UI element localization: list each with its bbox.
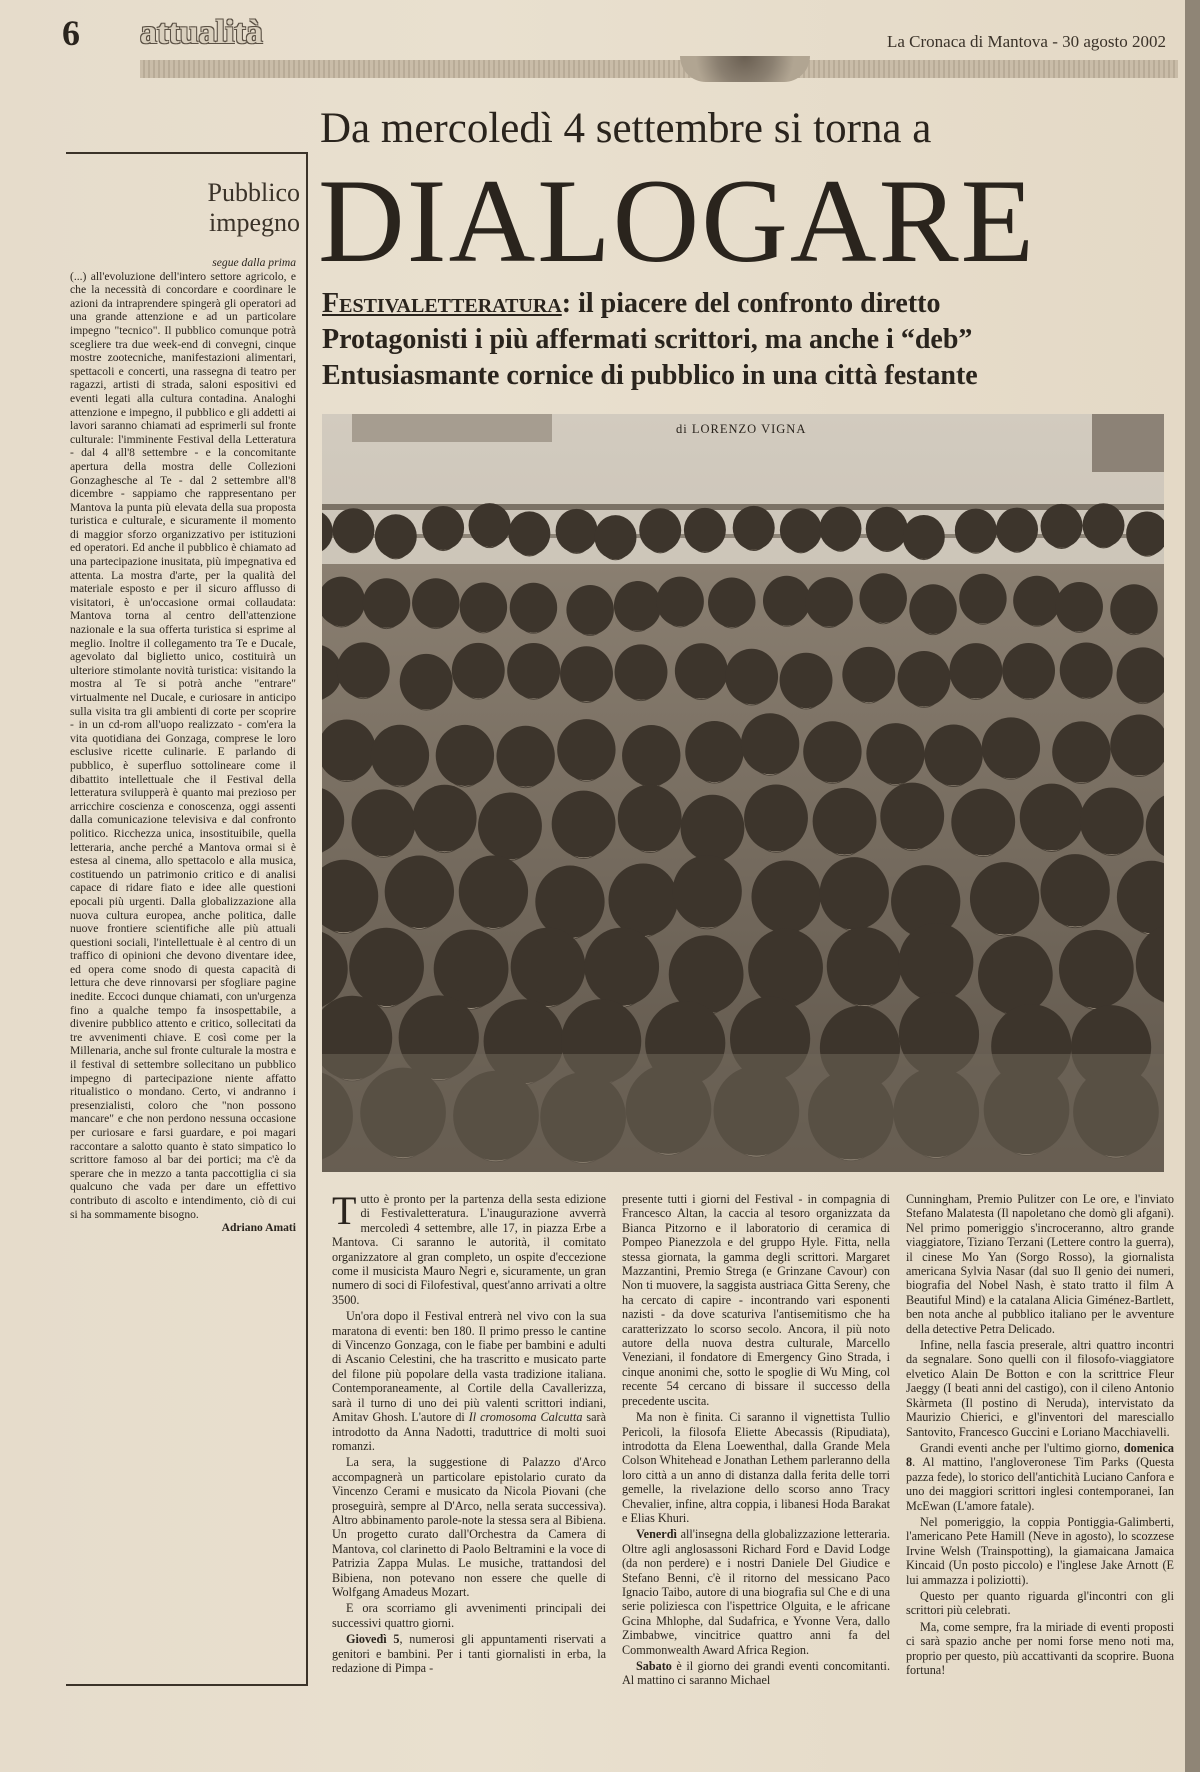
hair-shape	[949, 643, 1002, 698]
hair-shape	[436, 725, 494, 786]
paragraph-text: all'insegna della globalizzazione letteraria. Oltre agli anglosassoni Richard Ford e David Lodge (da non perdere) e i nostri Daniele Del Giudice e Stefano Benni, c'è il ritorno del messicano Paco Ignacio Taibo, autore di una biografia sul Che e di una serie poliziesca con l'ispettrice Olguita, e le africane Gcina Mhlophe, dal Sudafrica, e Yvonne Vera, dallo Zimbabwe, vincitrice quattro anni fa del Commonwealth Award Africa Region.	[622, 1527, 890, 1657]
article-column-3	[906, 1192, 1174, 1679]
article-paragraph: Ma, come sempre, fra la miriade di eventi proposti ci sarà spazio anche per nomi forse meno noti ma, proprio per questo, più accattivanti da scoprire. Buona fortuna!	[906, 1619, 1174, 1677]
hair-shape	[675, 643, 728, 698]
sidebar-signature: Adriano Amati	[221, 1221, 296, 1235]
article-paragraph	[622, 1527, 890, 1657]
article-paragraph: presente tutti i giorni del Festival - in compagnia di Francesco Altan, la caccia al tesoro organizzata da Bianca Pitzorno e il laboratorio di ceramica di Pompeo Pianezzola e del gruppo Hyle. Fitta, nella stessa giornata, la gamma degli scrittori. Margaret Mazzantini, Premio Strega (e Grinzane Cavour) con Non ti muovere, la saggista austriaca Gitta Sereny, che ha cercato di capire - incontrando vari esponenti nazisti - da dove scaturiva l'antisemitismo che ha caratterizzato lo scorso secolo. Ancora, il più noto autore della nuova destra culturale, Marcello Veneziani, il fondatore di Emergency Gino Strada, i cinque anonimi che, sotto le spoglie di Wu Ming, col recente 54 cercano di bissare il successo della precedente uscita.	[622, 1192, 890, 1408]
hair-shape	[842, 647, 895, 702]
sidebar-title	[100, 178, 300, 238]
crowd-photo	[322, 414, 1164, 1172]
hair-shape	[1080, 788, 1144, 855]
hair-shape	[459, 855, 528, 928]
hair-shape	[375, 514, 417, 558]
hair-shape	[813, 788, 877, 855]
hair-shape	[422, 506, 464, 550]
hair-shape	[1110, 584, 1157, 634]
hair-shape	[618, 785, 682, 852]
hair-shape	[363, 578, 410, 628]
subhead-1	[322, 286, 978, 322]
hair-shape	[903, 515, 945, 559]
hair-shape	[899, 923, 974, 1001]
hair-shape	[557, 719, 615, 780]
article-paragraph	[332, 1309, 606, 1453]
hair-shape	[510, 583, 557, 633]
day-label: Sabato	[636, 1659, 672, 1673]
hair-shape	[615, 644, 668, 699]
article-paragraph	[906, 1441, 1174, 1513]
hair-shape	[748, 928, 823, 1006]
paragraph-text: sarà introdotto da Anna Nadotti, traduttrice di molti suoi romanzi.	[332, 1410, 607, 1453]
hair-shape	[744, 784, 808, 851]
hair-shape	[349, 928, 424, 1006]
hair-shape	[452, 643, 505, 698]
hair-shape	[614, 581, 661, 631]
hair-shape	[552, 791, 616, 858]
hair-shape	[803, 721, 861, 782]
paragraph-text: è il giorno dei grandi eventi concomitanti. Al mattino ci saranno Michael	[622, 1659, 890, 1688]
hair-shape	[733, 506, 775, 550]
hair-shape	[469, 503, 511, 547]
article-paragraph: Ma non è finita. Ci saranno il vignettista Tullio Pericoli, la filosofa Eliette Abecassis (Ripudiata), introdotta da Elena Loewenthal, dalla Grande Mela Colson Whitehead e Jonathan Lethem parleranno della loro città a un anno di distanza dalla ferita delle torri gemelle, la rivelazione dello scorso anno Tracy Chevalier, infine, altra coppia, i libanesi Hoda Barakat e Elias Khuri.	[622, 1410, 890, 1525]
subhead-1-rest: : il piacere del confronto diretto	[561, 288, 941, 319]
hair-shape	[951, 789, 1015, 856]
article-column-2	[622, 1192, 890, 1690]
hair-shape	[982, 717, 1040, 778]
hair-shape	[560, 646, 613, 701]
hair-shape	[352, 789, 416, 856]
hair-shape	[1041, 504, 1083, 548]
hair-shape	[412, 578, 459, 628]
section-name: attualità	[140, 14, 263, 51]
paragraph-text: utto è pronto per la partenza della sesta edizione di Festivaletteratura. L'inaugurazione avverrà mercoledì 4 settembre, alle 17, in piazza Erbe a Mantova. Ci saranno le autorità, il comitato organizzatore al gran completo, un ospite d'eccezione come il musicista Mauro Negri e, sicuramente, un gran numero di soci di Filofestival, quest'anno arrivati a oltre 3500.	[332, 1192, 606, 1307]
hair-shape	[413, 785, 477, 852]
hair-shape	[332, 508, 374, 552]
paragraph-text: , numerosi gli appuntamenti riservati a genitori e bambini. Per i tanti giornalisti in erba, la redazione di Pimpa -	[332, 1632, 606, 1675]
hair-shape	[1002, 643, 1055, 698]
sidebar-paragraph: Inoltre il collegamento tra Te e Ducale, agevolato dal biglietto unico, costituirà un ulteriore stimolante novità turistica: visitando la mostra al Te si potrà anche "entrare" virtualmente nel Ducale, e curiosare in anticipo sulla visita tra gli ambienti di corte per scoprire - in un cd-rom all'uopo realizzato - com'era la vita quotidiana dei Gonzaga, comprese le loro esclusive ricette culinarie.	[70, 636, 296, 759]
sidebar-paragraph: E parlando di pubblico, è superfluo sottolineare come il dibattito intellettuale che il Festival della letteratura svilupperà è quanto mai prezioso per arricchire coscienza e conoscenza, oggi assenti dalla comunicazione televisiva e dal confronto politico. Ricchezza unica, insostituibile, quella letteraria, anche perché a Mantova ormai si è estesa al cinema, allo spettacolo e alla musica, costituendo un patrimonio critico e di analisi capace di ridare fiato e idee alle questioni epocali più urgenti. Dalla globalizzazione alla nuova cultura europea, anche politica, dalle nuove frontiere scientifiche alle più attuali questioni sociali, l'intellettuale è al centro di un traffico di opinioni che devono diventare idee, ed opera come snodo di questa capacità di lettura che deve rinnovarsi per sfogliare pagine inedite.	[70, 745, 296, 1004]
page-number: 6	[62, 13, 80, 53]
sidebar-paragraph: (...) all'evoluzione dell'intero settore agricolo, e che la necessità di concordare e coordinare le azioni da intraprendere spingerà gli operatori ad una grande attenzione e ad un particolare impegno "tecnico". Il pubblico comunque potrà scegliere tra due week-end di convegni, cinque mostre zootecniche, manifestazioni alimentari, spettacoli e concerti, una rassegna di teatro per ragazzi, artisti di strada, saloni espositivi ed eventi legati alla cultura contadina.	[70, 269, 296, 405]
paragraph-text: . Al mattino, l'angloveronese Tim Parks (Questa pazza fede), lo storico dell'antichità Luciano Canfora e uno dei maggiori scrittori inglesi contemporanei, Ian McEwan (L'amore fatale).	[906, 1455, 1174, 1513]
masthead-date: La Cronaca di Mantova - 30 agosto 2002	[886, 32, 1166, 51]
hair-shape	[1052, 721, 1110, 782]
paragraph-text: Grandi eventi anche per l'ultimo giorno,	[920, 1440, 1124, 1455]
sidebar-title-line1: Pubblico	[207, 178, 300, 207]
drop-cap: T	[332, 1188, 357, 1233]
header-rule	[140, 60, 1178, 78]
hair-shape	[584, 928, 659, 1006]
book-title: Il cromosoma Calcutta	[468, 1410, 583, 1425]
hair-shape	[566, 585, 613, 635]
article-paragraph	[332, 1188, 606, 1307]
paragraph-text: Un'ora dopo il Festival entrerà nel vivo con la sua maratona di eventi: ben 180. Il primo presso le cantine di Vincenzo Gonzaga, con le fiabe per bambini e adulti di Ascanio Celestini, che ha trascritto e musicato parte del filone più popolare della vasta tradizione italiana. Contemporaneamente, al Cortile della Cavallerizza, sarà il turno di uno dei più valenti scrittori indiani, Amitav Ghosh. L'autore di	[332, 1309, 606, 1425]
sidebar-paragraph: Eccoci dunque chiamati, con un'urgenza fino a qualche tempo fa insospettabile, a divenire pubblico attento e critico, sollecitati da tre avvenimenti chiave. E così come per la Millenaria, anche sul fronte culturale la mostra e il festival di settembre sollecitano un pubblico impegno di partecipazione niente affatto ritualistico o mondano. Certo, vi andranno i presenzialisti, coloro che "non possono mancare" e che non perdono nessuna occasione per curiosare e farsi guardare, e poi magari raccontare a salotto quanto è stato simpatico lo scrittore famoso al bar dei portici; ma c'è da sperare che in mezzo a tanta paccottiglia ci sia qualcuno che vada per dare un effettivo contributo di ascolto e intendimento, ciò di cui si ha sommamente bisogno.	[70, 990, 296, 1221]
hair-shape	[1055, 582, 1102, 632]
crowd-photo-illustration	[322, 414, 1164, 1172]
article-paragraph	[332, 1632, 606, 1675]
hair-shape	[866, 723, 924, 784]
page-edge	[1185, 0, 1200, 1772]
hair-shape	[508, 511, 550, 555]
hair-shape	[507, 643, 560, 698]
day-label: domenica 8	[906, 1440, 1174, 1470]
hair-shape	[827, 927, 902, 1005]
article-paragraph	[622, 1659, 890, 1688]
hair-shape	[898, 651, 951, 706]
hair-shape	[805, 577, 852, 627]
hair-shape	[556, 509, 598, 553]
hair-shape	[959, 574, 1006, 624]
hair-shape	[751, 860, 820, 933]
hair-shape	[1020, 784, 1084, 851]
sidebar-body	[70, 256, 296, 1235]
hair-shape	[708, 578, 755, 628]
article-paragraph: Infine, nella fascia preserale, altri quattro incontri da segnalare. Sono quelli con il filosofo-viaggiatore elvetico Alain De Botton e con la scrittrice Fleur Jaeggy (I beati anni del castigo), con il cileno Antonio Skàrmeta (Il postino di Neruda), intervistato da Maurizio Chierici, e gl'inventori del maresciallo Santovito, Francesco Guccini e Loriano Macchiavelli.	[906, 1338, 1174, 1439]
hair-shape	[622, 725, 680, 786]
article-headline: DIALOGARE	[318, 154, 1036, 287]
hair-shape	[685, 721, 743, 782]
hair-shape	[684, 508, 726, 552]
hair-shape	[371, 725, 429, 786]
hair-shape	[880, 783, 944, 850]
hair-shape	[656, 577, 703, 627]
hair-shape	[996, 508, 1038, 552]
hair-shape	[511, 928, 586, 1006]
header-emblem	[680, 56, 810, 82]
hair-shape	[909, 584, 956, 634]
hair-shape	[780, 508, 822, 552]
subhead-2: Protagonisti i più affermati scrittori, ma anche i “deb”	[322, 324, 973, 355]
article-paragraph: E ora scorriamo gli avvenimenti principali dei successivi quattro giorni.	[332, 1601, 606, 1630]
hair-shape	[924, 725, 982, 786]
subhead-3: Entusiasmante cornice di pubblico in una città festante	[322, 360, 978, 391]
hair-shape	[725, 649, 778, 704]
hair-shape	[673, 855, 742, 928]
hair-shape	[337, 642, 390, 697]
hair-shape	[763, 576, 810, 626]
hair-shape	[820, 857, 889, 930]
hair-shape	[859, 573, 906, 623]
hair-shape	[595, 515, 637, 559]
article-paragraph: Nel pomeriggio, la coppia Pontiggia-Galimberti, l'americano Pete Hamill (Neve in agosto), lo scozzese Irvine Welsh (Trainspotting), la giamaicana Jamaica Kincaid (Un posto piccolo) e l'inglese Jake Arnott (E lui ammazza i poliziotti).	[906, 1514, 1174, 1587]
hair-shape	[1059, 930, 1134, 1008]
hair-shape	[955, 509, 997, 553]
hair-shape	[460, 582, 507, 632]
hair-shape	[535, 866, 604, 939]
hair-shape	[866, 507, 908, 551]
hair-shape	[1083, 503, 1125, 547]
article-subheads	[322, 286, 978, 394]
article-column-1	[332, 1188, 607, 1677]
hair-shape	[609, 863, 678, 936]
hair-shape	[385, 855, 454, 928]
hair-shape	[1060, 643, 1113, 698]
hair-shape	[400, 654, 453, 709]
article-paragraph: Cunningham, Premio Pulitzer con Le ore, e l'inviato Stefano Malatesta (Il napoletano che domò gli afgani). Nel primo pomeriggio s'incroceranno, altro grande viaggiatore, Tiziano Terzani (Lettere contro la guerra), il cinese Mo Yan (Sorgo Rosso), la giornalista americana Sylvia Nasar (dal suo Il genio dei numeri, biografia del Nobel Nash, è stato tratto il film A Beautiful Mind) e la catalana Alicia Giménez-Bartlett, ben nota anche al pubblico italiano per le avventure della detective Petra Delicado.	[906, 1192, 1174, 1336]
hair-shape	[819, 507, 861, 551]
article-overline: Da mercoledì 4 settembre si torna a	[320, 105, 932, 152]
article-byline: di LORENZO VIGNA	[676, 422, 807, 436]
subhead-keyword: Festivaletteratura	[322, 288, 562, 319]
hair-shape	[970, 862, 1039, 935]
hair-shape	[681, 795, 745, 862]
article-paragraph: Questo per quanto riguarda gl'incontri con gli scrittori più celebrati.	[906, 1588, 1174, 1618]
hair-shape	[1041, 854, 1110, 927]
sidebar-kicker: segue dalla prima	[212, 256, 296, 269]
sidebar-paragraph: Analoghi attenzione e impegno, il pubblico e gli addetti ai lavori saranno chiamati ad esprimerli sul fronte culturale: l'imminente Festival della Letteratura - dal 4 all'8 settembre - e la concomitante apertura della mostra delle Collezioni Gonzaghesche al Te - dal 2 settembre all'8 dicembre - sappiamo che rappresentano per Mantova la punta più elevata della sua proposta turistica e culturale, e sicuramente il momento di maggior sforzo organizzativo per istituzioni ed operatori. Ed anche il pubblico è chiamato ad una partecipazione inusitata, più impegnativa ed attenta. La mostra d'arte, per la qualità del materiale esposto e per il sicuro afflusso di visitatori, è un'occasione ormai collaudata: Mantova torna al centro dell'attenzione nazionale e la sua offerta turistica si esprime al meglio.	[70, 391, 297, 650]
hair-shape	[478, 793, 542, 860]
day-label: Venerdì	[636, 1527, 677, 1542]
hair-shape	[1013, 576, 1060, 626]
hair-shape	[639, 508, 681, 552]
hair-shape	[978, 936, 1053, 1014]
day-label: Giovedì 5	[346, 1632, 400, 1647]
hair-shape	[780, 653, 833, 708]
article-paragraph: La sera, la suggestione di Palazzo d'Arco accompagnerà un particolare epistolario curato da Vincenzo Cerami e musicato da Nicola Piovani (che proseguirà, sempre al D'Arco, nella serata successiva). Altro abbinamento parole-note la stessa sera al Bibiena. Un progetto curato dall'Orchestra da Camera di Mantova, col clarinetto di Paolo Beltramini e la voce di Patrizia Zappa Mulas. Le musiche, trattandosi del Bibiena, non potevano non essere che quelle di Wolfgang Amadeus Mozart.	[332, 1455, 606, 1599]
hair-shape	[741, 713, 799, 774]
sidebar-title-line2: impegno	[209, 208, 300, 237]
hair-shape	[496, 726, 554, 787]
